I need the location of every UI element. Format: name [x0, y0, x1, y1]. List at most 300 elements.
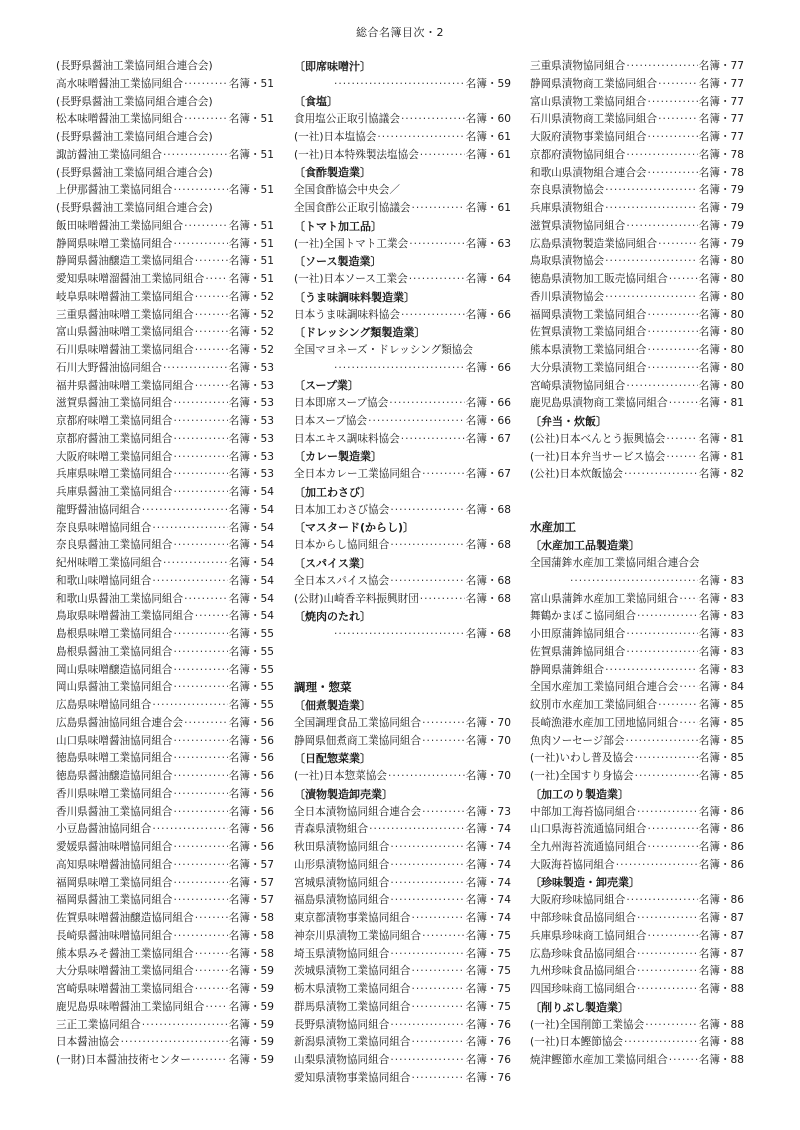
page-reference: 名簿・80	[698, 326, 744, 339]
index-entry	[56, 303, 274, 321]
entry-name: 広島珍味食品協同組合	[530, 947, 636, 960]
line-text: 〔日配惣菜業〕	[294, 752, 371, 765]
page-reference: 名簿・88	[698, 1054, 744, 1067]
page-reference: 名簿・53	[228, 468, 274, 481]
dot-leader	[195, 345, 228, 356]
page-reference: 名簿・54	[228, 574, 274, 587]
line-text: 〔珍味製造・卸売業〕	[530, 876, 640, 890]
page-reference: 名簿・51	[228, 113, 274, 126]
page-reference: 名簿・80	[698, 308, 744, 321]
page-reference: 名簿・68	[465, 592, 511, 605]
line-text: 〔ドレッシング類製造業〕	[294, 326, 426, 339]
index-entry	[294, 498, 511, 516]
index-entry	[56, 640, 274, 658]
dot-leader	[409, 239, 465, 250]
index-entry	[56, 320, 274, 338]
index-entry	[530, 161, 744, 179]
page-reference: 名簿・80	[698, 255, 744, 268]
entry-name: 新潟県漬物工業協同組合	[294, 1036, 411, 1049]
dot-leader	[174, 665, 228, 676]
index-entry	[56, 924, 274, 942]
index-entry	[530, 285, 744, 303]
index-entry	[530, 622, 744, 640]
index-entry	[294, 942, 511, 960]
entry-name: 大阪海苔協同組合	[530, 858, 615, 871]
page-reference: 名簿・78	[698, 166, 744, 179]
index-entry	[294, 533, 511, 551]
dot-leader	[648, 363, 698, 374]
dot-leader	[658, 239, 698, 250]
page-reference: 名簿・52	[228, 344, 274, 357]
dot-leader	[174, 434, 228, 445]
subcategory-heading	[530, 871, 744, 889]
entry-name: (一社)全国すり身協会	[530, 770, 634, 783]
dot-leader	[420, 594, 465, 605]
entry-name: 日本醤油協会	[56, 1036, 120, 1049]
index-entry	[530, 249, 744, 267]
page-reference: 名簿・64	[465, 273, 511, 286]
dot-leader	[648, 327, 698, 338]
entry-name: 鳥取県味噌醤油工業協同組合	[56, 610, 194, 623]
page-reference: 名簿・55	[228, 699, 274, 712]
entry-name: 奈良県味噌協同組合	[56, 521, 152, 534]
dot-leader	[669, 1055, 698, 1066]
dot-leader	[637, 966, 698, 977]
page-reference: 名簿・77	[698, 95, 744, 108]
page-reference: 名簿・75	[465, 965, 511, 978]
line-text: 〔うま味調味料製造業〕	[294, 290, 415, 304]
index-column-1	[56, 54, 274, 1066]
line-text: (長野県醤油工業協同組合連合会)	[56, 95, 213, 108]
entry-name: 徳島県味噌工業協同組合	[56, 752, 173, 765]
dot-leader	[412, 1002, 465, 1013]
index-entry	[56, 764, 274, 782]
entry-name: 愛知県漬物事業協同組合	[294, 1071, 411, 1084]
index-entry	[56, 693, 274, 711]
entry-name: 和歌山県醤油工業協同組合	[56, 592, 184, 605]
page-reference: 名簿・77	[698, 60, 744, 73]
dot-leader	[637, 611, 698, 622]
dot-leader	[645, 1020, 698, 1031]
page-reference: 名簿・87	[698, 947, 744, 960]
dot-leader	[616, 860, 698, 871]
subcategory-heading	[530, 409, 744, 427]
dot-leader	[184, 114, 228, 125]
index-entry	[530, 746, 744, 764]
index-entry	[56, 942, 274, 960]
entry-name: 石川県漬物商工業協同組合	[530, 113, 658, 126]
index-entry	[56, 143, 274, 161]
page-reference: 名簿・73	[465, 805, 511, 818]
entry-name-line	[530, 551, 744, 569]
entry-name: 三重県醤油味噌工業協同組合	[56, 308, 194, 321]
entry-name: 中部加工海苔協同組合	[530, 805, 636, 818]
dot-leader	[388, 771, 465, 782]
index-entry	[56, 533, 274, 551]
dot-leader	[669, 398, 698, 409]
subcategory-heading	[294, 604, 511, 622]
line-text: 全国マヨネーズ・ドレッシング類協会	[294, 344, 473, 357]
page-reference: 名簿・67	[465, 468, 511, 481]
page-reference: 名簿・80	[698, 361, 744, 374]
entry-name: 兵庫県珍味商工協同組合	[530, 929, 647, 942]
page-reference: 名簿・82	[698, 468, 744, 481]
line-text: (長野県醤油工業協同組合連合会)	[56, 131, 213, 144]
index-entry	[56, 800, 274, 818]
subcategory-heading	[294, 551, 511, 569]
page-reference: 名簿・53	[228, 415, 274, 428]
index-entry	[294, 1030, 511, 1048]
dot-leader	[142, 1020, 228, 1031]
page-reference: 名簿・85	[698, 752, 744, 765]
index-entry	[56, 72, 274, 90]
dot-leader	[648, 842, 698, 853]
dot-leader	[648, 132, 698, 143]
index-entry	[294, 587, 511, 605]
entry-name: 和歌山県漬物組合連合会	[530, 166, 647, 179]
subcategory-heading	[294, 782, 511, 800]
page-reference: 名簿・87	[698, 929, 744, 942]
dot-leader	[390, 576, 464, 587]
index-entry	[530, 693, 744, 711]
dot-leader	[192, 1055, 228, 1066]
dot-leader	[401, 114, 465, 125]
entry-name: 京都府味噌工業協同組合	[56, 415, 173, 428]
dot-leader	[658, 700, 698, 711]
index-entry	[530, 356, 744, 374]
index-entry	[530, 800, 744, 818]
index-entry	[56, 498, 274, 516]
index-entry	[56, 888, 274, 906]
subcategory-heading	[294, 90, 511, 108]
dot-leader	[666, 434, 697, 445]
entry-name-line	[56, 90, 274, 108]
page-reference: 名簿・85	[698, 716, 744, 729]
entry-name: 福井県醤油味噌工業協同組合	[56, 379, 194, 392]
index-entry	[294, 391, 511, 409]
dot-leader	[422, 736, 465, 747]
dot-leader	[648, 345, 698, 356]
page-reference: 名簿・80	[698, 290, 744, 303]
entry-name: (一社)日本特殊製法塩協会	[294, 148, 419, 161]
page-reference: 名簿・76	[465, 1054, 511, 1067]
page-reference: 名簿・57	[228, 876, 274, 889]
dot-leader	[195, 310, 228, 321]
page-reference: 名簿・52	[228, 290, 274, 303]
entry-name: (一社)全国トマト工業会	[294, 237, 409, 250]
entry-name: 佐賀県漬物工業協同組合	[530, 326, 647, 339]
page-reference: 名簿・77	[698, 77, 744, 90]
subcategory-heading	[294, 445, 511, 463]
dot-leader	[648, 931, 698, 942]
dot-leader	[174, 807, 228, 818]
dot-leader	[152, 700, 227, 711]
page-reference: 名簿・53	[228, 361, 274, 374]
index-entry	[56, 445, 274, 463]
entry-name: 龍野醤油協同組合	[56, 503, 141, 516]
index-entry	[56, 995, 274, 1013]
index-entry	[56, 817, 274, 835]
dot-leader	[174, 452, 228, 463]
page-reference: 名簿・54	[228, 610, 274, 623]
index-entry	[56, 409, 274, 427]
index-entry	[294, 835, 511, 853]
subcategory-heading	[530, 782, 744, 800]
entry-name: 京都府漬物協同組合	[530, 148, 626, 161]
dot-leader	[626, 381, 697, 392]
page-reference: 名簿・53	[228, 432, 274, 445]
page-reference: 名簿・56	[228, 787, 274, 800]
page-reference: 名簿・59	[228, 1036, 274, 1049]
page-reference: 名簿・57	[228, 858, 274, 871]
entry-name: (一社)いわし普及協会	[530, 752, 634, 765]
entry-name: 鹿児島県漬物商工業協同組合	[530, 397, 668, 410]
dot-leader	[648, 168, 698, 179]
index-entry	[56, 391, 274, 409]
index-entry	[294, 888, 511, 906]
index-entry	[530, 959, 744, 977]
entry-name: 富山県漬物工業協同組合	[530, 95, 647, 108]
entry-name: 福岡県漬物工業協同組合	[530, 308, 647, 321]
page-reference: 名簿・86	[698, 841, 744, 854]
dot-leader	[422, 931, 465, 942]
page-reference: 名簿・56	[228, 823, 274, 836]
page-reference: 名簿・77	[698, 131, 744, 144]
dot-leader	[679, 718, 697, 729]
page-reference: 名簿・74	[465, 858, 511, 871]
dot-leader	[401, 434, 465, 445]
index-entry	[56, 107, 274, 125]
index-entry	[56, 285, 274, 303]
dot-leader	[669, 274, 698, 285]
entry-name: 群馬県漬物工業協同組合	[294, 1000, 411, 1013]
page-reference: 名簿・76	[465, 1036, 511, 1049]
index-entry	[56, 356, 274, 374]
spacer	[294, 640, 511, 658]
page-reference: 名簿・59	[465, 77, 511, 90]
dot-leader	[409, 274, 465, 285]
entry-name: 富山県醤油味噌工業協同組合	[56, 326, 194, 339]
line-text: 〔スープ業〕	[294, 379, 359, 393]
entry-name: 徳島県醤油醸造協同組合	[56, 770, 173, 783]
dot-leader	[142, 505, 228, 516]
entry-name: 日本エキス調味料協会	[294, 432, 400, 445]
dot-leader	[635, 771, 698, 782]
entry-name: 全九州海苔流通協同組合	[530, 841, 647, 854]
entry-name: 長野県漬物協同組合	[294, 1018, 390, 1031]
dot-leader	[390, 505, 464, 516]
entry-name: 静岡県醤油醸造工業協同組合	[56, 255, 194, 268]
index-entry	[294, 959, 511, 977]
index-entry	[530, 214, 744, 232]
page-reference: 名簿・83	[698, 663, 744, 676]
dot-leader	[605, 292, 698, 303]
dot-leader	[174, 682, 228, 693]
page-reference: 名簿・87	[698, 912, 744, 925]
dot-leader	[163, 558, 228, 569]
index-entry	[56, 214, 274, 232]
page-reference: 名簿・59	[228, 1018, 274, 1031]
page-reference: 名簿・66	[465, 415, 511, 428]
dot-leader	[401, 310, 465, 321]
subcategory-heading	[294, 161, 511, 179]
line-text: 全国食酢協会中央会／	[294, 184, 400, 197]
page-reference: 名簿・55	[228, 681, 274, 694]
line-text: 〔弁当・炊飯〕	[530, 414, 607, 428]
dot-leader	[637, 807, 698, 818]
page-reference: 名簿・53	[228, 379, 274, 392]
dot-leader	[195, 949, 228, 960]
page-reference: 名簿・81	[698, 450, 744, 463]
dot-leader	[368, 416, 465, 427]
dot-leader	[174, 487, 228, 498]
entry-name: 長崎漁港水産加工団地協同組合	[530, 716, 679, 729]
index-entry	[294, 356, 511, 374]
entry-name: 佐賀県味噌醤油醸造協同組合	[56, 912, 194, 925]
index-entry	[530, 675, 744, 693]
dot-leader	[334, 629, 465, 640]
index-entry	[294, 853, 511, 871]
dot-leader	[605, 665, 698, 676]
entry-name: 全国食酢公正取引協議会	[294, 202, 411, 215]
page-reference: 名簿・75	[465, 1000, 511, 1013]
dot-leader	[184, 79, 228, 90]
dot-leader	[184, 221, 228, 232]
index-entry	[530, 835, 744, 853]
page-reference: 名簿・56	[228, 752, 274, 765]
index-entry	[530, 125, 744, 143]
dot-leader	[626, 647, 697, 658]
page-reference: 名簿・52	[228, 326, 274, 339]
entry-name: 大分県漬物工業協同組合	[530, 361, 647, 374]
entry-name-line	[56, 125, 274, 143]
index-entry	[56, 959, 274, 977]
page-reference: 名簿・51	[228, 255, 274, 268]
page-reference: 名簿・88	[698, 965, 744, 978]
entry-name: 中部珍味食品協同組合	[530, 912, 636, 925]
entry-name: 長崎県醤油味噌協同組合	[56, 929, 173, 942]
index-entry	[294, 729, 511, 747]
entry-name: 焼津鰹節水産加工業協同組合	[530, 1054, 668, 1067]
line-text: 〔漬物製造卸売業〕	[294, 787, 393, 801]
entry-name: 奈良県醤油工業協同組合	[56, 539, 173, 552]
entry-name: 青森県漬物組合	[294, 823, 369, 836]
dot-leader	[152, 523, 227, 534]
entry-name: 岡山県味噌醸造協同組合	[56, 663, 173, 676]
entry-name: 静岡県蒲鉾組合	[530, 663, 605, 676]
page-reference: 名簿・83	[698, 592, 744, 605]
entry-name: (一社)日本塩協会	[294, 131, 377, 144]
dot-leader	[390, 860, 464, 871]
entry-name: (一財)日本醤油技術センター	[56, 1054, 191, 1067]
page-reference: 名簿・54	[228, 592, 274, 605]
index-entry	[530, 143, 744, 161]
entry-name: (公財)山崎香辛料振興財団	[294, 592, 419, 605]
index-entry	[56, 871, 274, 889]
dot-leader	[334, 79, 465, 90]
dot-leader	[624, 469, 698, 480]
index-entry	[56, 587, 274, 605]
index-entry	[530, 391, 744, 409]
entry-name: (一社)全国削節工業協会	[530, 1018, 645, 1031]
dot-leader	[174, 789, 228, 800]
index-entry	[530, 232, 744, 250]
page-reference: 名簿・56	[228, 841, 274, 854]
entry-name: 大阪府珍味協同組合	[530, 894, 626, 907]
index-entry	[56, 480, 274, 498]
entry-name: 全日本スパイス協会	[294, 574, 390, 587]
entry-name: 茨城県漬物工業協同組合	[294, 965, 411, 978]
page-reference: 名簿・59	[228, 983, 274, 996]
entry-name: 宮崎県漬物協同組合	[530, 379, 626, 392]
entry-name: 広島県醤油協同組合連合会	[56, 716, 184, 729]
entry-name: (一社)日本弁当サービス協会	[530, 450, 666, 463]
page-reference: 名簿・60	[465, 113, 511, 126]
page-reference: 名簿・86	[698, 894, 744, 907]
dot-leader	[658, 114, 698, 125]
subcategory-heading	[294, 285, 511, 303]
dot-leader	[390, 878, 464, 889]
entry-name: 山口県海苔流通協同組合	[530, 823, 647, 836]
dot-leader	[626, 221, 697, 232]
page-reference: 名簿・86	[698, 823, 744, 836]
dot-leader	[174, 540, 228, 551]
index-entry	[294, 764, 511, 782]
dot-leader	[152, 576, 227, 587]
dot-leader	[389, 398, 464, 409]
dot-leader	[174, 416, 228, 427]
index-entry	[530, 817, 744, 835]
entry-name: 富山県蒲鉾水産加工業協同組合	[530, 592, 679, 605]
entry-name: 日本スープ協会	[294, 415, 368, 428]
page-reference: 名簿・55	[228, 663, 274, 676]
entry-name: 舞鶴かまぼこ協同組合	[530, 610, 636, 623]
dot-leader	[679, 594, 697, 605]
index-entry	[294, 977, 511, 995]
dot-leader	[174, 629, 228, 640]
dot-leader	[412, 913, 465, 924]
dot-leader	[624, 1037, 698, 1048]
entry-name: 大分県味噌醤油工業協同組合	[56, 965, 194, 978]
entry-name: 福岡県醤油工業協同組合	[56, 894, 173, 907]
index-entry	[56, 658, 274, 676]
index-entry	[56, 249, 274, 267]
dot-leader	[195, 327, 228, 338]
spacer	[294, 658, 511, 676]
dot-leader	[121, 1037, 228, 1048]
line-text: 〔マスタード(からし)〕	[294, 521, 415, 535]
line-text: 水産加工	[530, 519, 576, 534]
page-reference: 名簿・75	[465, 947, 511, 960]
dot-leader	[195, 292, 228, 303]
index-column-2	[294, 54, 511, 1084]
entry-name: 兵庫県醤油工業協同組合	[56, 486, 173, 499]
page-reference: 名簿・53	[228, 397, 274, 410]
page-reference: 名簿・59	[228, 1000, 274, 1013]
page-reference: 名簿・83	[698, 574, 744, 587]
page-reference: 名簿・74	[465, 841, 511, 854]
entry-name-line	[56, 196, 274, 214]
index-entry	[294, 232, 511, 250]
page-reference: 名簿・88	[698, 1036, 744, 1049]
entry-name: (公社)日本べんとう振興協会	[530, 432, 666, 445]
index-entry	[530, 888, 744, 906]
index-entry	[530, 107, 744, 125]
entry-name: 紋別市水産加工業協同組合	[530, 699, 658, 712]
line-text: 〔水産加工品製造業〕	[530, 539, 640, 552]
page-reference: 名簿・85	[698, 734, 744, 747]
page-reference: 名簿・57	[228, 894, 274, 907]
